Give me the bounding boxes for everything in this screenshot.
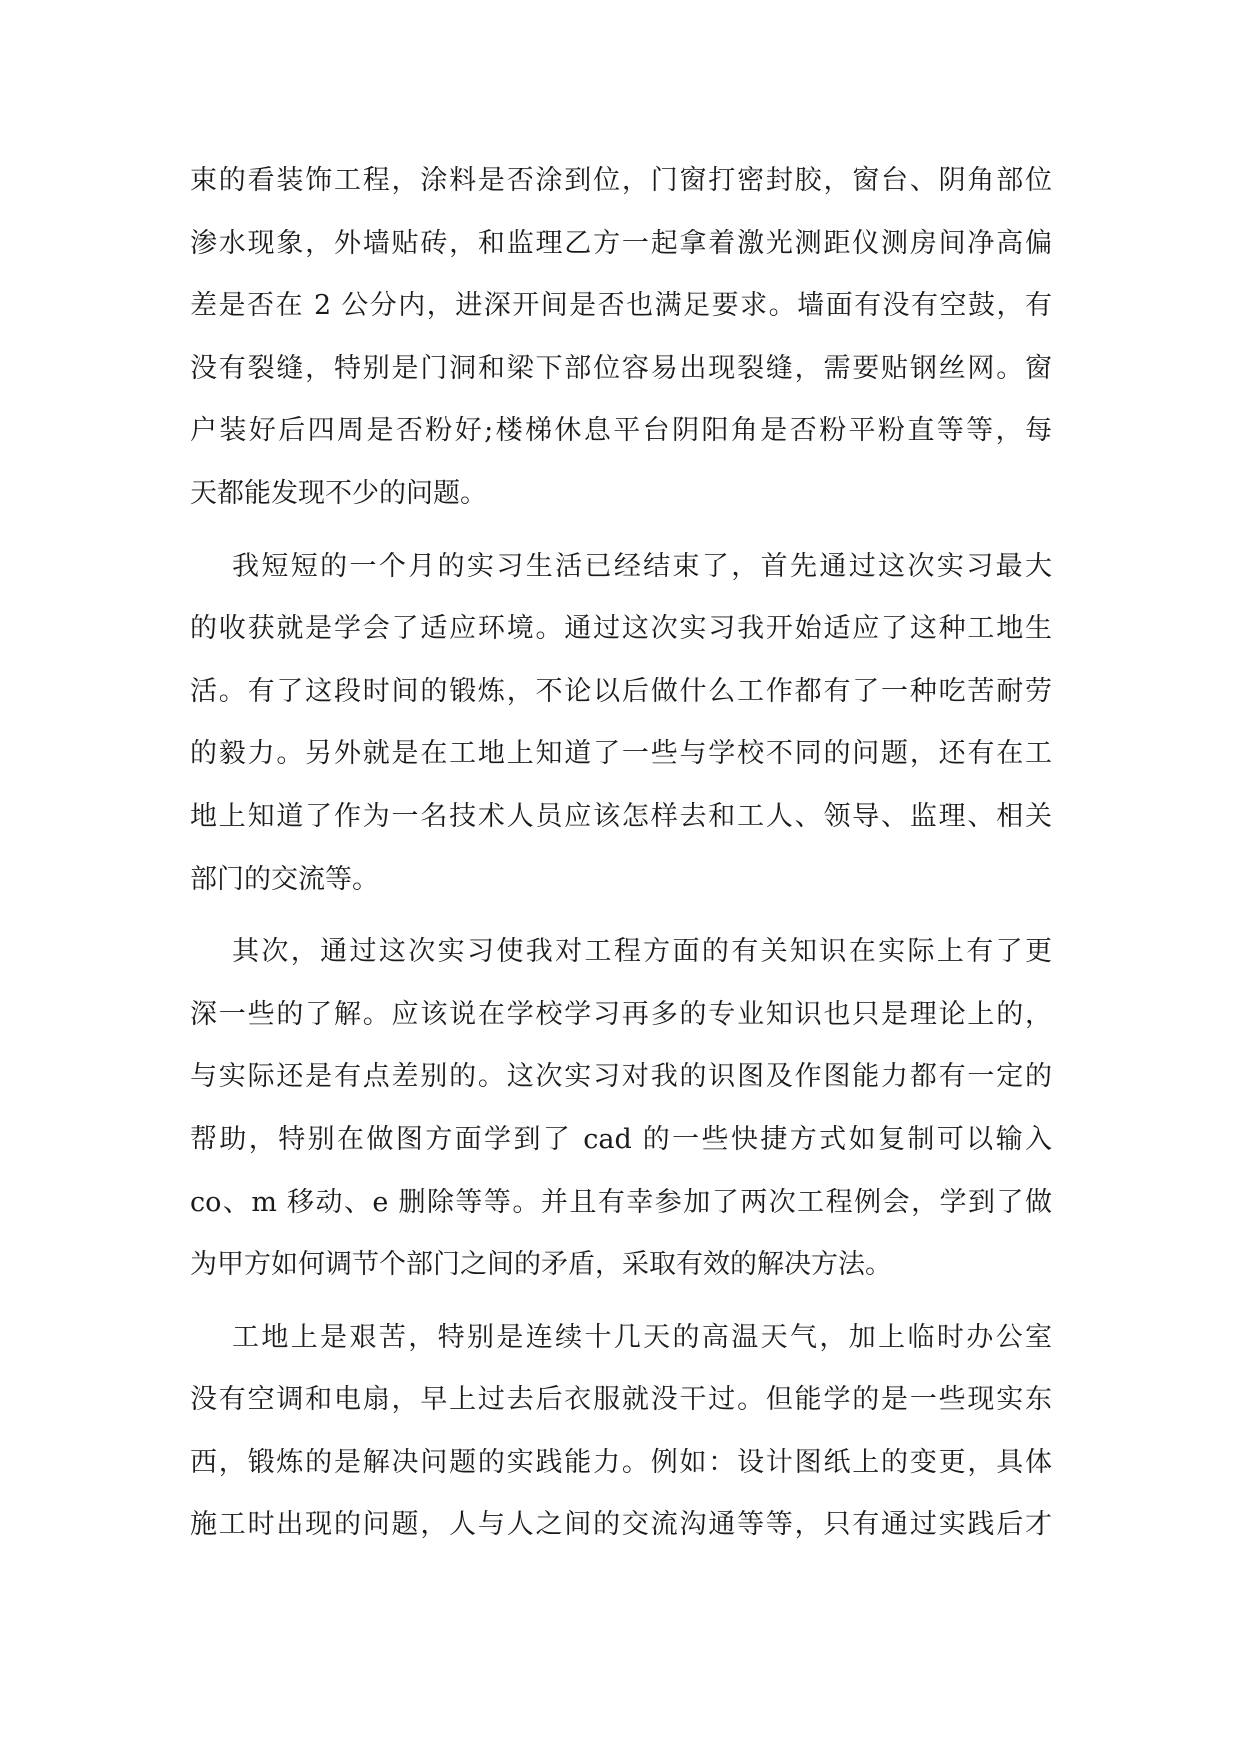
text-line: 天都能发现不少的问题。 xyxy=(190,477,487,509)
text-line: co、m 移动、e 删除等等。并且有幸参加了两次工程例会，学到了做 xyxy=(190,1186,1052,1218)
text-line: 没有空调和电扇，早上过去后衣服就没干过。但能学的是一些现实东 xyxy=(190,1384,1052,1416)
text-line: 我短短的一个月的实习生活已经结束了，首先通过这次实习最大 xyxy=(232,550,1052,582)
paragraph-4 xyxy=(190,1307,1052,1557)
text-line: 束的看装饰工程，涂料是否涂到位，门窗打密封胶，窗台、阴角部位 xyxy=(190,165,1052,196)
body-text xyxy=(190,150,1052,1557)
text-line: 没有裂缝，特别是门洞和梁下部位容易出现裂缝，需要贴钢丝网。窗 xyxy=(190,352,1052,384)
text-line: 渗水现象，外墙贴砖，和监理乙方一起拿着激光测距仪测房间净高偏 xyxy=(190,227,1052,259)
paragraph-gap xyxy=(190,911,1052,921)
text-line: 工地上是艰苦，特别是连续十几天的高温天气，加上临时办公室 xyxy=(232,1321,1052,1353)
text-line: 部门的交流等。 xyxy=(190,863,379,895)
text-line: 深一些的了解。应该说在学校学习再多的专业知识也只是理论上的， xyxy=(190,998,1052,1030)
paragraph-gap xyxy=(190,526,1052,536)
text-line: 帮助，特别在做图方面学到了 cad 的一些快捷方式如复制可以输入 xyxy=(190,1123,1052,1155)
text-line: 户装好后四周是否粉好;楼梯休息平台阴阳角是否粉平粉直等等，每 xyxy=(190,415,1052,447)
text-line: 其次，通过这次实习使我对工程方面的有关知识在实际上有了更 xyxy=(232,936,1052,968)
paragraph-gap xyxy=(190,1297,1052,1307)
text-line: 活。有了这段时间的锻炼，不论以后做什么工作都有了一种吃苦耐劳 xyxy=(190,675,1052,707)
text-line: 的毅力。另外就是在工地上知道了一些与学校不同的问题，还有在工 xyxy=(190,738,1052,770)
text-line: 地上知道了作为一名技术人员应该怎样去和工人、领导、监理、相关 xyxy=(190,800,1052,832)
text-line: 差是否在 2 公分内，进深开间是否也满足要求。墙面有没有空鼓，有 xyxy=(190,290,1052,322)
text-line: 西，锻炼的是解决问题的实践能力。例如：设计图纸上的变更，具体 xyxy=(190,1446,1052,1478)
text-line: 的收获就是学会了适应环境。通过这次实习我开始适应了这种工地生 xyxy=(190,613,1052,645)
text-line: 为甲方如何调节个部门之间的矛盾，采取有效的解决方法。 xyxy=(190,1249,892,1281)
text-line: 与实际还是有点差别的。这次实习对我的识图及作图能力都有一定的 xyxy=(190,1061,1052,1093)
text-line: 施工时出现的问题，人与人之间的交流沟通等等，只有通过实践后才 xyxy=(190,1509,1052,1541)
paragraph-2 xyxy=(190,536,1052,912)
paragraph-3 xyxy=(190,921,1052,1297)
paragraph-1 xyxy=(190,150,1052,526)
